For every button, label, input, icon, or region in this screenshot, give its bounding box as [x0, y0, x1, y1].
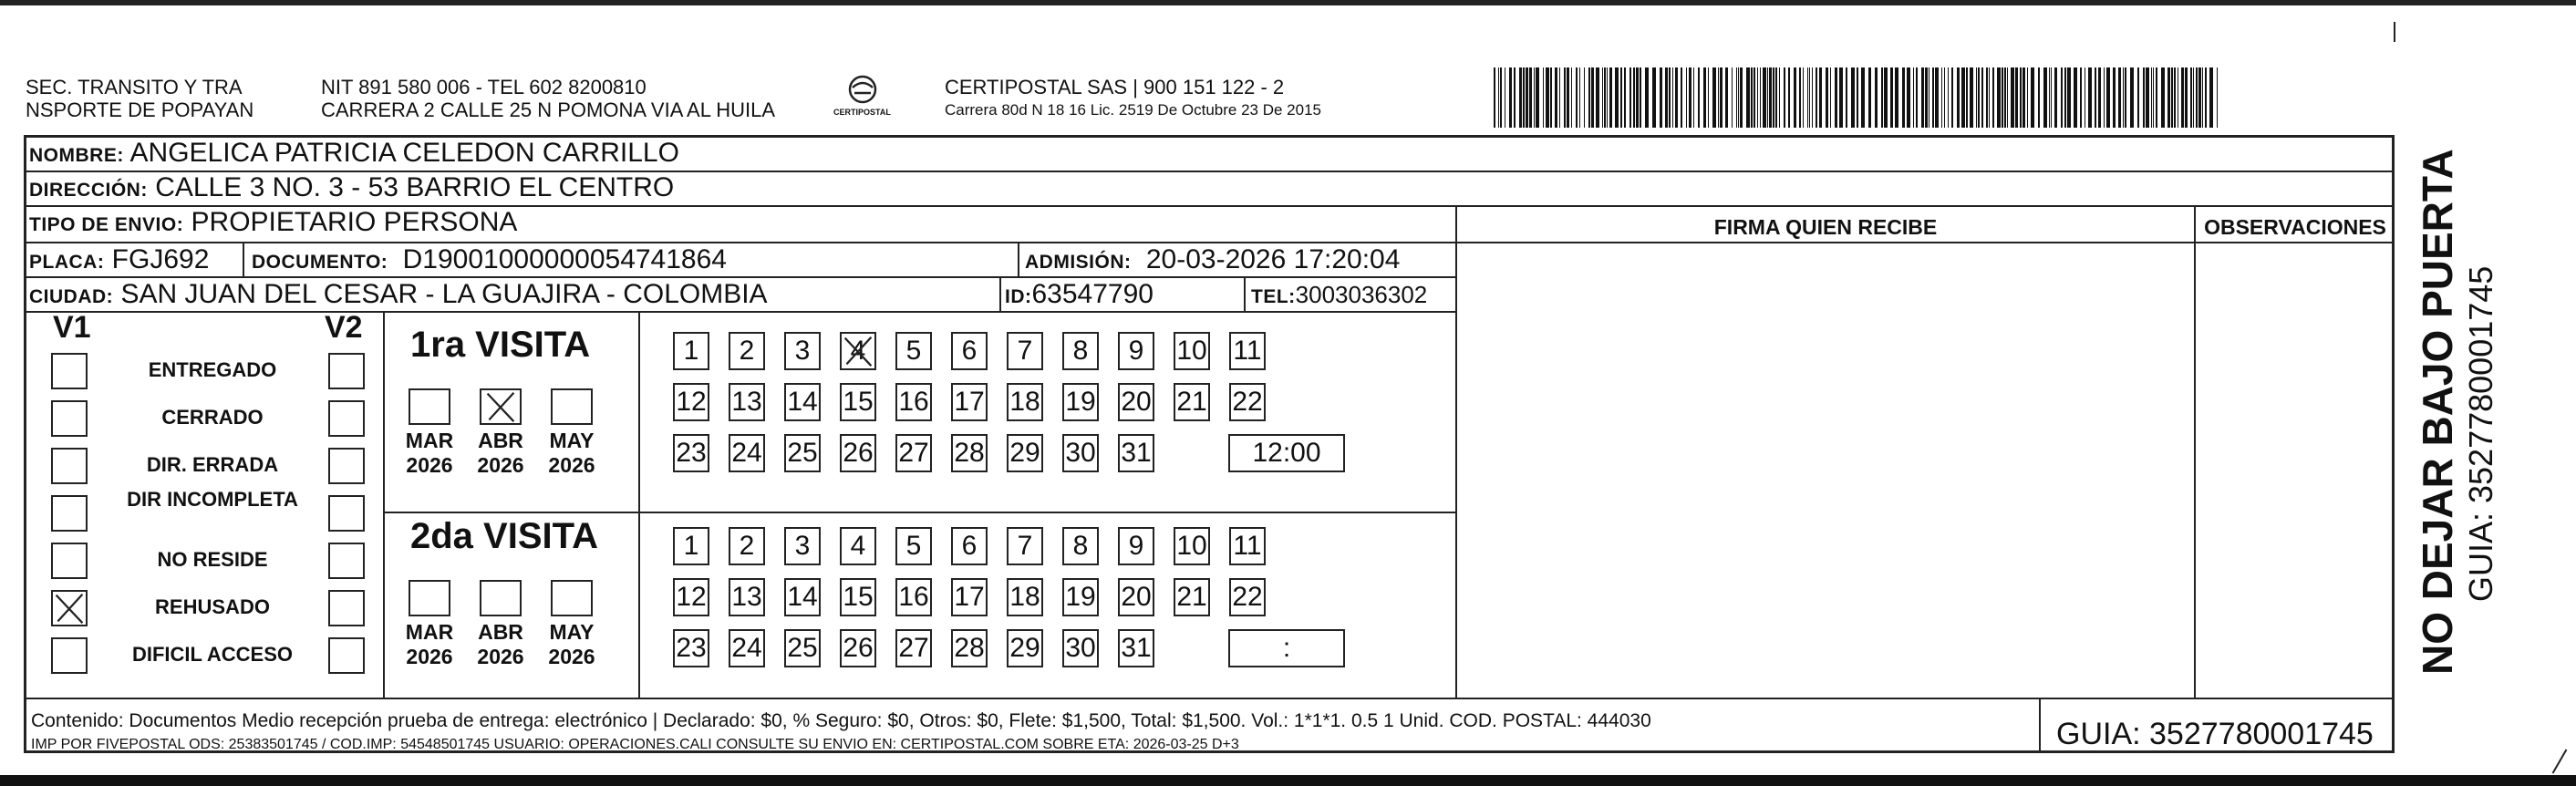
- day-box[interactable]: 26: [840, 629, 876, 667]
- month-name: ABR: [478, 620, 523, 644]
- signature-header: FIRMA QUIEN RECIBE: [1713, 215, 1938, 239]
- v1-label: V1: [53, 310, 91, 345]
- divider: [24, 242, 1457, 243]
- plate-value: FGJ692: [111, 244, 210, 274]
- day-box[interactable]: 16: [895, 383, 932, 421]
- v2-checkbox[interactable]: [328, 495, 365, 532]
- time-field[interactable]: 12:00: [1228, 434, 1345, 472]
- day-box[interactable]: 28: [951, 629, 988, 667]
- tel-label: TEL:: [1251, 286, 1296, 307]
- admission-value: 20-03-2026 17:20:04: [1145, 244, 1401, 274]
- month-year: 2026: [406, 645, 453, 668]
- month-name: ABR: [478, 429, 523, 452]
- plate-label: PLACA:: [29, 252, 105, 273]
- barcode: [1492, 67, 2221, 128]
- v1-checkbox[interactable]: [51, 400, 88, 437]
- day-box[interactable]: 5: [895, 332, 932, 370]
- signature-area[interactable]: [1457, 243, 2192, 696]
- address-row: [24, 172, 2395, 207]
- day-box[interactable]: 18: [1007, 383, 1043, 421]
- v2-checkbox[interactable]: [328, 590, 365, 626]
- day-box[interactable]: 10: [1174, 332, 1210, 370]
- day-box[interactable]: 23: [673, 434, 709, 472]
- day-box[interactable]: 8: [1062, 332, 1099, 370]
- admission-cell: [1025, 244, 1400, 278]
- divider: [638, 311, 640, 698]
- month-name: MAR: [405, 620, 454, 644]
- day-box[interactable]: 29: [1007, 629, 1043, 667]
- v2-checkbox[interactable]: [328, 543, 365, 579]
- document-label: DOCUMENTO:: [252, 252, 388, 273]
- day-box[interactable]: 13: [729, 578, 765, 616]
- day-box[interactable]: 5: [895, 527, 932, 565]
- divider: [999, 278, 1001, 311]
- name-row: [24, 138, 2395, 172]
- day-box[interactable]: 21: [1174, 383, 1210, 421]
- status-option-label: NO RESIDE: [157, 548, 268, 571]
- month-label: [469, 429, 533, 478]
- day-box[interactable]: 17: [951, 578, 988, 616]
- month-year: 2026: [477, 645, 524, 668]
- v1-checkbox[interactable]: [51, 495, 88, 532]
- day-box[interactable]: 20: [1118, 383, 1154, 421]
- v1-checkbox[interactable]: [51, 543, 88, 579]
- day-box[interactable]: 29: [1007, 434, 1043, 472]
- top-edge-line: [0, 0, 2576, 5]
- city-value: SAN JUAN DEL CESAR - LA GUAJIRA - COLOMBIA: [120, 279, 768, 309]
- day-box[interactable]: 23: [673, 629, 709, 667]
- contents-summary: Contenido: Documentos Medio recepción prueba de entrega: electrónico | Declarado: $0, % Seguro: $0, Otros: $0, Flete: $1,500, Total: $1,500. Vol.: 1*1*1. 0.5 1 Unid. COD. POSTAL: 444030: [31, 710, 1651, 731]
- sender-name: [26, 76, 253, 121]
- logo-text: CERTIPOSTAL: [833, 108, 891, 117]
- status-option-label: REHUSADO: [155, 595, 270, 618]
- v2-checkbox[interactable]: [328, 400, 365, 437]
- divider: [2039, 698, 2041, 753]
- day-box[interactable]: 7: [1007, 332, 1043, 370]
- day-box[interactable]: 6: [951, 527, 988, 565]
- day-box[interactable]: 16: [895, 578, 932, 616]
- tel-cell: [1251, 279, 1427, 313]
- day-box[interactable]: 20: [1118, 578, 1154, 616]
- month-label: [398, 429, 461, 478]
- day-box[interactable]: 7: [1007, 527, 1043, 565]
- carrier-line-2: Carrera 80d N 18 16 Lic. 2519 De Octubre 23 De 2015: [945, 101, 1321, 119]
- month-checkbox[interactable]: [409, 580, 450, 616]
- guide-number: GUIA: 3527780001745: [2056, 717, 2374, 751]
- month-label: [398, 620, 461, 669]
- id-cell: [1005, 279, 1154, 313]
- divider: [24, 276, 1457, 278]
- day-box[interactable]: 17: [951, 383, 988, 421]
- day-box[interactable]: 3: [784, 527, 821, 565]
- status-option-label: DIFICIL ACCESO: [131, 643, 293, 666]
- day-box[interactable]: 31: [1118, 629, 1154, 667]
- corner-mark: [2394, 22, 2395, 42]
- visit1-title: 1ra VISITA: [410, 325, 591, 365]
- day-box[interactable]: 11: [1229, 527, 1266, 565]
- status-option-label: DIR. ERRADA: [146, 453, 279, 476]
- day-box[interactable]: 3: [784, 332, 821, 370]
- type-label: TIPO DE ENVIO:: [29, 214, 184, 235]
- divider: [243, 243, 244, 276]
- tel-value: 3003036302: [1295, 281, 1428, 308]
- observations-header: OBSERVACIONES: [2204, 215, 2386, 239]
- visit-divider: [383, 512, 1457, 513]
- day-box[interactable]: 13: [729, 383, 765, 421]
- day-box[interactable]: 19: [1062, 578, 1099, 616]
- print-info: IMP POR FIVEPOSTAL ODS: 25383501745 / COD.IMP: 54548501745 USUARIO: OPERACIONES.CALI CONSULTE SU ENVIO EN: CERTIPOSTAL.COM SOBRE ETA: 2026-03-25 D+3: [31, 737, 1239, 752]
- status-option-label: ENTREGADO: [148, 358, 277, 381]
- status-option-label: CERRADO: [161, 406, 264, 429]
- month-label: [469, 620, 533, 669]
- divider: [1018, 243, 1019, 276]
- day-box[interactable]: 9: [1118, 332, 1154, 370]
- day-box[interactable]: 4: [840, 527, 876, 565]
- recipient-address: CALLE 3 NO. 3 - 53 BARRIO EL CENTRO: [155, 172, 675, 202]
- month-year: 2026: [406, 453, 453, 477]
- divider: [1244, 278, 1246, 311]
- address-label: DIRECCIÓN:: [29, 180, 148, 201]
- day-box[interactable]: 10: [1174, 527, 1210, 565]
- time-field[interactable]: :: [1228, 629, 1345, 667]
- day-box[interactable]: 15: [840, 383, 876, 421]
- sender-address-line: CARRERA 2 CALLE 25 N POMONA VIA AL HUILA: [321, 98, 776, 121]
- day-box[interactable]: 21: [1174, 578, 1210, 616]
- certipostal-logo: [835, 71, 890, 124]
- day-box[interactable]: 11: [1229, 332, 1266, 370]
- day-box[interactable]: 30: [1062, 629, 1099, 667]
- day-box[interactable]: 6: [951, 332, 988, 370]
- side-guide-number: GUIA: 3527780001745: [2462, 265, 2499, 602]
- shipment-type: PROPIETARIO PERSONA: [191, 207, 518, 237]
- bottom-edge-line: [0, 775, 2576, 786]
- v1-checkbox[interactable]: [51, 637, 88, 674]
- month-year: 2026: [548, 453, 595, 477]
- city-cell: [29, 279, 768, 313]
- day-box[interactable]: 14: [784, 383, 821, 421]
- do-not-leave-under-door-warning: NO DEJAR BAJO PUERTA: [2414, 149, 2461, 675]
- month-checkbox[interactable]: [551, 388, 593, 425]
- admission-label: ADMISIÓN:: [1025, 252, 1132, 273]
- day-box[interactable]: 12: [673, 578, 709, 616]
- v2-checkbox[interactable]: [328, 353, 365, 389]
- v1-checkbox[interactable]: [51, 448, 88, 484]
- document-cell: [252, 244, 727, 278]
- status-option-label: DIR INCOMPLETA: [127, 488, 298, 511]
- day-box[interactable]: 24: [729, 434, 765, 472]
- month-label: [540, 429, 604, 478]
- month-label: [540, 620, 604, 669]
- day-box[interactable]: 19: [1062, 383, 1099, 421]
- city-label: CIUDAD:: [29, 286, 114, 307]
- day-box[interactable]: 2: [729, 527, 765, 565]
- month-checkbox[interactable]: [480, 580, 522, 616]
- day-box[interactable]: 1: [673, 332, 709, 370]
- day-box[interactable]: 24: [729, 629, 765, 667]
- day-box[interactable]: 25: [784, 434, 821, 472]
- sender-contact: [321, 76, 775, 121]
- carrier-line-1: CERTIPOSTAL SAS | 900 151 122 - 2: [945, 76, 1285, 98]
- month-name: MAY: [549, 620, 595, 644]
- day-box[interactable]: 8: [1062, 527, 1099, 565]
- day-box[interactable]: 14: [784, 578, 821, 616]
- sender-line-2: NSPORTE DE POPAYAN: [26, 98, 254, 121]
- month-checkbox[interactable]: [480, 388, 522, 425]
- divider: [24, 311, 1457, 313]
- visit2-title: 2da VISITA: [410, 516, 598, 556]
- sender-line-1: SEC. TRANSITO Y TRA: [26, 76, 243, 98]
- day-box[interactable]: 22: [1229, 383, 1266, 421]
- v2-checkbox[interactable]: [328, 637, 365, 674]
- day-box[interactable]: 4: [840, 332, 876, 370]
- day-box[interactable]: 9: [1118, 527, 1154, 565]
- corner-mark: [2552, 750, 2568, 774]
- v2-checkbox[interactable]: [328, 448, 365, 484]
- plate-cell: [29, 244, 209, 278]
- day-box[interactable]: 27: [895, 629, 932, 667]
- day-box[interactable]: 27: [895, 434, 932, 472]
- id-label: ID:: [1005, 286, 1032, 307]
- divider: [383, 311, 385, 698]
- document-value: D19001000000054741864: [402, 244, 727, 274]
- day-box[interactable]: 15: [840, 578, 876, 616]
- day-box[interactable]: 30: [1062, 434, 1099, 472]
- observations-area[interactable]: [2196, 243, 2393, 696]
- name-label: NOMBRE:: [29, 145, 124, 166]
- day-box[interactable]: 2: [729, 332, 765, 370]
- month-year: 2026: [477, 453, 524, 477]
- day-box[interactable]: 18: [1007, 578, 1043, 616]
- day-box[interactable]: 12: [673, 383, 709, 421]
- month-checkbox[interactable]: [409, 388, 450, 425]
- nit-line: NIT 891 580 006 - TEL 602 8200810: [321, 76, 647, 98]
- day-box[interactable]: 28: [951, 434, 988, 472]
- month-name: MAR: [405, 429, 454, 452]
- day-box[interactable]: 22: [1229, 578, 1266, 616]
- month-name: MAY: [549, 429, 595, 452]
- carrier-info: [945, 76, 1321, 121]
- id-value: 63547790: [1031, 279, 1154, 309]
- v2-label: V2: [325, 310, 363, 345]
- v1-checkbox[interactable]: [51, 590, 88, 626]
- day-box[interactable]: 1: [673, 527, 709, 565]
- month-checkbox[interactable]: [551, 580, 593, 616]
- month-year: 2026: [548, 645, 595, 668]
- day-box[interactable]: 25: [784, 629, 821, 667]
- day-box[interactable]: 26: [840, 434, 876, 472]
- day-box[interactable]: 31: [1118, 434, 1154, 472]
- recipient-name: ANGELICA PATRICIA CELEDON CARRILLO: [129, 138, 679, 168]
- v1-checkbox[interactable]: [51, 353, 88, 389]
